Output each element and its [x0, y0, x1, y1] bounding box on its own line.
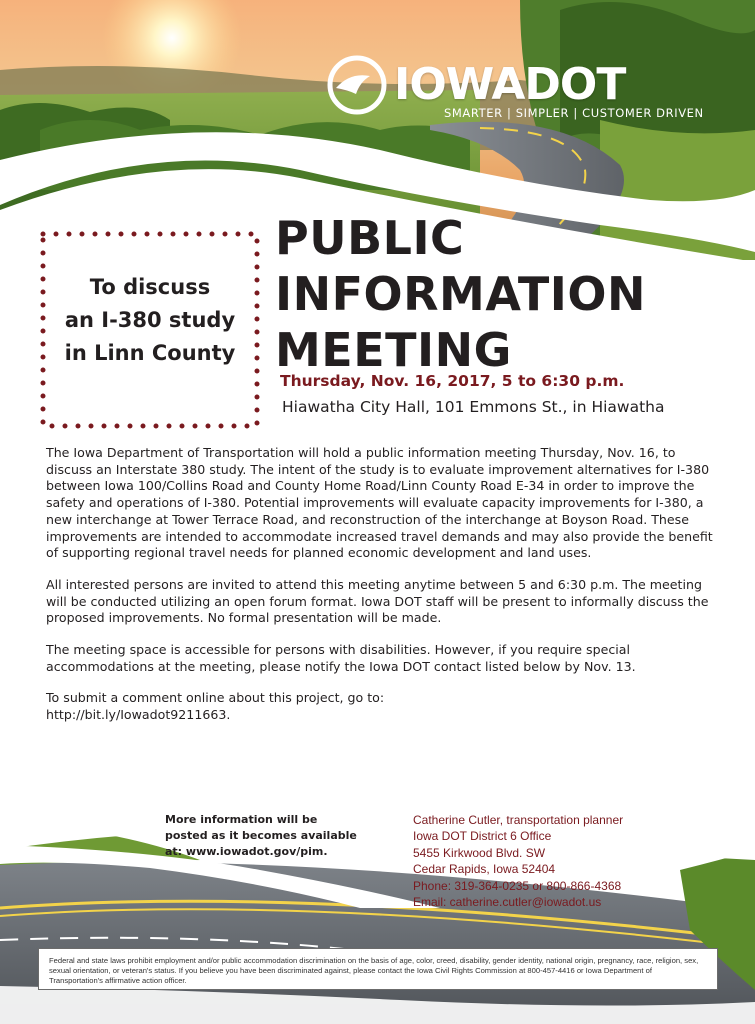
- body-text: [46, 445, 716, 739]
- more-info-line: posted as it becomes available: [165, 829, 357, 842]
- contact-street: 5455 Kirkwood Blvd. SW: [413, 845, 546, 860]
- contact-block: [413, 812, 713, 910]
- body-paragraph: All interested persons are invited to attend this meeting anytime between 5 and 6:30 p.m. The meeting will be conducted utilizing an open forum format. Iowa DOT staff will be present to informally discuss the proposed improvements. No formal presentation will be made.: [46, 576, 709, 626]
- page-title: [275, 210, 646, 378]
- meeting-location: Hiawatha City Hall, 101 Emmons St., in Hiawatha: [282, 398, 665, 416]
- comment-instructions: [46, 690, 716, 723]
- iowa-dot-swirl-icon: [326, 54, 388, 116]
- body-paragraph: The Iowa Department of Transportation will hold a public information meeting Thursday, Nov. 16, to discuss an Interstate 380 study. The intent of the study is to evaluate improvement alternatives for I-380 between Iowa 100/Collins Road and County Home Road/Linn County Road E-34 in order to improve the safety and operations of I-380. Potential improvements will evaluate capacity improvements for I-380, a new interchange at Tower Terrace Road, and reconstruction of the interchange at Boyson Road. These improvements are intended to accommodate increased travel demands and may also provide the benefit of supporting regional travel needs for planned economic development and land uses.: [46, 445, 713, 561]
- contact-office: Iowa DOT District 6 Office: [413, 829, 552, 844]
- logo-tagline: SMARTER | SIMPLER | CUSTOMER DRIVEN: [444, 106, 704, 120]
- meeting-datetime: Thursday, Nov. 16, 2017, 5 to 6:30 p.m.: [280, 372, 625, 390]
- callout-line: in Linn County: [64, 341, 236, 365]
- nondiscrimination-disclaimer: Federal and state laws prohibit employment and/or public accommodation discrimination on the basis of age, color, creed, disability, gender identity, national origin, pregnancy, race, religion, sex, sexual orientation, or veteran's status. If you believe you have been discriminated against, please contact the Iowa Civil Rights Commission at 800-457-4416 or Iowa Department of Transportation's affirmative action officer.: [38, 948, 718, 990]
- iowa-dot-logo: [322, 50, 704, 130]
- callout-line: To discuss: [89, 275, 211, 299]
- comment-link[interactable]: http://bit.ly/Iowadot9211663.: [46, 707, 231, 723]
- title-line: PUBLIC: [275, 211, 465, 265]
- logo-wordmark: IOWADOT: [394, 59, 626, 110]
- more-info-line: More information will be: [165, 813, 318, 826]
- contact-phone: Phone: 319-364-0235 or 800-866-4368: [413, 878, 622, 893]
- callout-line: an I-380 study: [64, 308, 236, 332]
- contact-city: Cedar Rapids, Iowa 52404: [413, 862, 556, 877]
- title-line: INFORMATION: [275, 267, 646, 321]
- comment-prompt: To submit a comment online about this project, go to:: [46, 690, 385, 706]
- callout-text: [40, 271, 260, 370]
- contact-name: Catherine Cutler, transportation planner: [413, 813, 624, 827]
- body-paragraph: The meeting space is accessible for persons with disabilities. However, if you require special accommodations at the meeting, please notify the Iowa DOT contact listed below by Nov. 13.: [46, 642, 636, 674]
- study-callout-box: [40, 231, 260, 429]
- title-line: MEETING: [275, 323, 512, 377]
- contact-email[interactable]: Email: catherine.cutler@iowadot.us: [413, 895, 602, 910]
- more-info-line: at: www.iowadot.gov/pim.: [165, 845, 328, 858]
- more-info-note: [165, 812, 365, 860]
